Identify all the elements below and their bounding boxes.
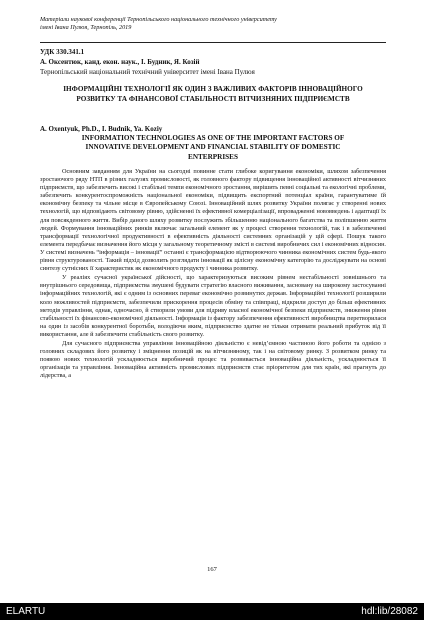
- body-paragraph-2: У реаліях сучасної української дійсності, що характеризуються високим рівнем нестабільності зовнішнього та внутрішнього середовища, підприємства змушені будувати стратегію власного виживання, засновану на широкому застосуванні інформаційних технологій, які є одним із основних переваг економічно розвинутих держав. Інформаційні технології розширили коло можливостей підприємств, забезпечили прискорення процесів обміну та співпраці, відкрили доступ до більш ефективних методів управління, однак, одночасно, й створили умови для підриву власної економічної безпеки підприємств, зниження рівня стабільності їх фінансово-економічної діяльності. Інформація із фактору забезпечення ефективності виробництва перетворилася на один із засобів конкурентної боротьби, володіючи яким, підприємство здатне не тільки отримати реальний прибуток від її використання, але й забезпечити стабільність свого розвитку.: [40, 274, 386, 338]
- handle-identifier[interactable]: hdl:lib/28082: [361, 606, 418, 617]
- title-ukrainian: ІНФОРМАЦІЙНІ ТЕХНОЛОГІЇ ЯК ОДИН З ВАЖЛИВИХ ФАКТОРІВ ІННОВАЦІЙНОГО РОЗВИТКУ ТА ФІНАНСОВОЇ СТАБІЛЬНОСТІ ВІТЧИЗНЯНИХ ПІДПРИЄМСТВ: [63, 85, 363, 103]
- conference-note-line-1: Матеріали наукової конференції Тернопільського національного технічного університету: [40, 16, 277, 23]
- page-number: 167: [207, 566, 217, 573]
- article-body: [40, 168, 386, 380]
- repository-footer-bar: [0, 603, 424, 620]
- author-affiliation: Тернопільський національний технічний університет імені Івана Пулюя: [40, 68, 255, 76]
- conference-header-note: [40, 16, 380, 31]
- body-paragraph-3: Для сучасного підприємства управління інноваційною діяльністю є невід’ємною частиною його роботи та однією з головних складових його розвитку і зміцнення позицій як на вітчизняному, так і на світовому ринку. З розвитком ринку та появою нових технологій ускладнюється виробничий процес та розвивається інноваційна діяльність, ускладнюється її організація та управління. Інноваційна активність промислових підприємств стає пріоритетом для тих країн, які прагнуть до лідерства, а: [40, 339, 386, 380]
- header-divider: [40, 42, 386, 43]
- authors-english: A. Oxentyuk, Ph.D., I. Budnik, Ya. Koziy: [40, 125, 163, 133]
- conference-note-line-2: імені Івана Пулюя, Тернопіль, 2019: [40, 23, 132, 31]
- udc-code: УДК 330.341.1: [40, 48, 85, 56]
- repository-name: ELARTU: [6, 606, 46, 617]
- authors-ukrainian: А. Оксентюк, канд. екон. наук., І. Будник, Я. Козій: [40, 58, 200, 66]
- body-paragraph-1: Основним завданням для України на сьогодні повинне стати глибоке коригування економіки, шляхом забезпечення зростаючого ряду НТП в різних галузях промисловості, як головного фактору підвищення інноваційної активності вітчизняних підприємств, що забезпечить високі і стабільні темпи економічного зростання, вирішить певні соціальні та екологічні проблеми, забезпечить конкурентоспроможність національної економіки, підвищить експортний потенціал країни, гарантуватиме їй економічну безпеку та чільне місце в Європейському Союзі. Інноваційний шлях розвитку України полягає у створенні нових технологій, що відповідають світовому рівню, здійсненні їх ефективної комерціалізації, впровадженні нововведень і адаптації їх для повсякденного життя. Вибір даного шляху розвитку послужить збільшенню національного багатства та поліпшенню життя людей. Формування інноваційних ринків включає загальний елемент як у процесі створення технологій, так і в забезпеченні трансформації технологічної продуктивності в ефективність діяльності системних організацій у цій сфері. Пошук такого елемента передбачає визначення його місця у загальному теоретичному змісті в системі виробничих сил і економічних відносин. У системі визначень “інформація – інновації” останні є трансформацією відтворюючого чинника економічних систем будь-якого рівня структурованості. Такий підхід дозволить розглядати інновації як цілісну економічну категорію та досліджувати на основі синтезу сутнісних її характеристик як економічного продукту і чинника розвитку.: [40, 168, 386, 273]
- title-english: INFORMATION TECHNOLOGIES AS ONE OF THE IMPORTANT FACTORS OF INNOVATIVE DEVELOPMENT AND FINANCIAL STABILITY OF DOMESTIC ENTERPRISES: [81, 134, 345, 161]
